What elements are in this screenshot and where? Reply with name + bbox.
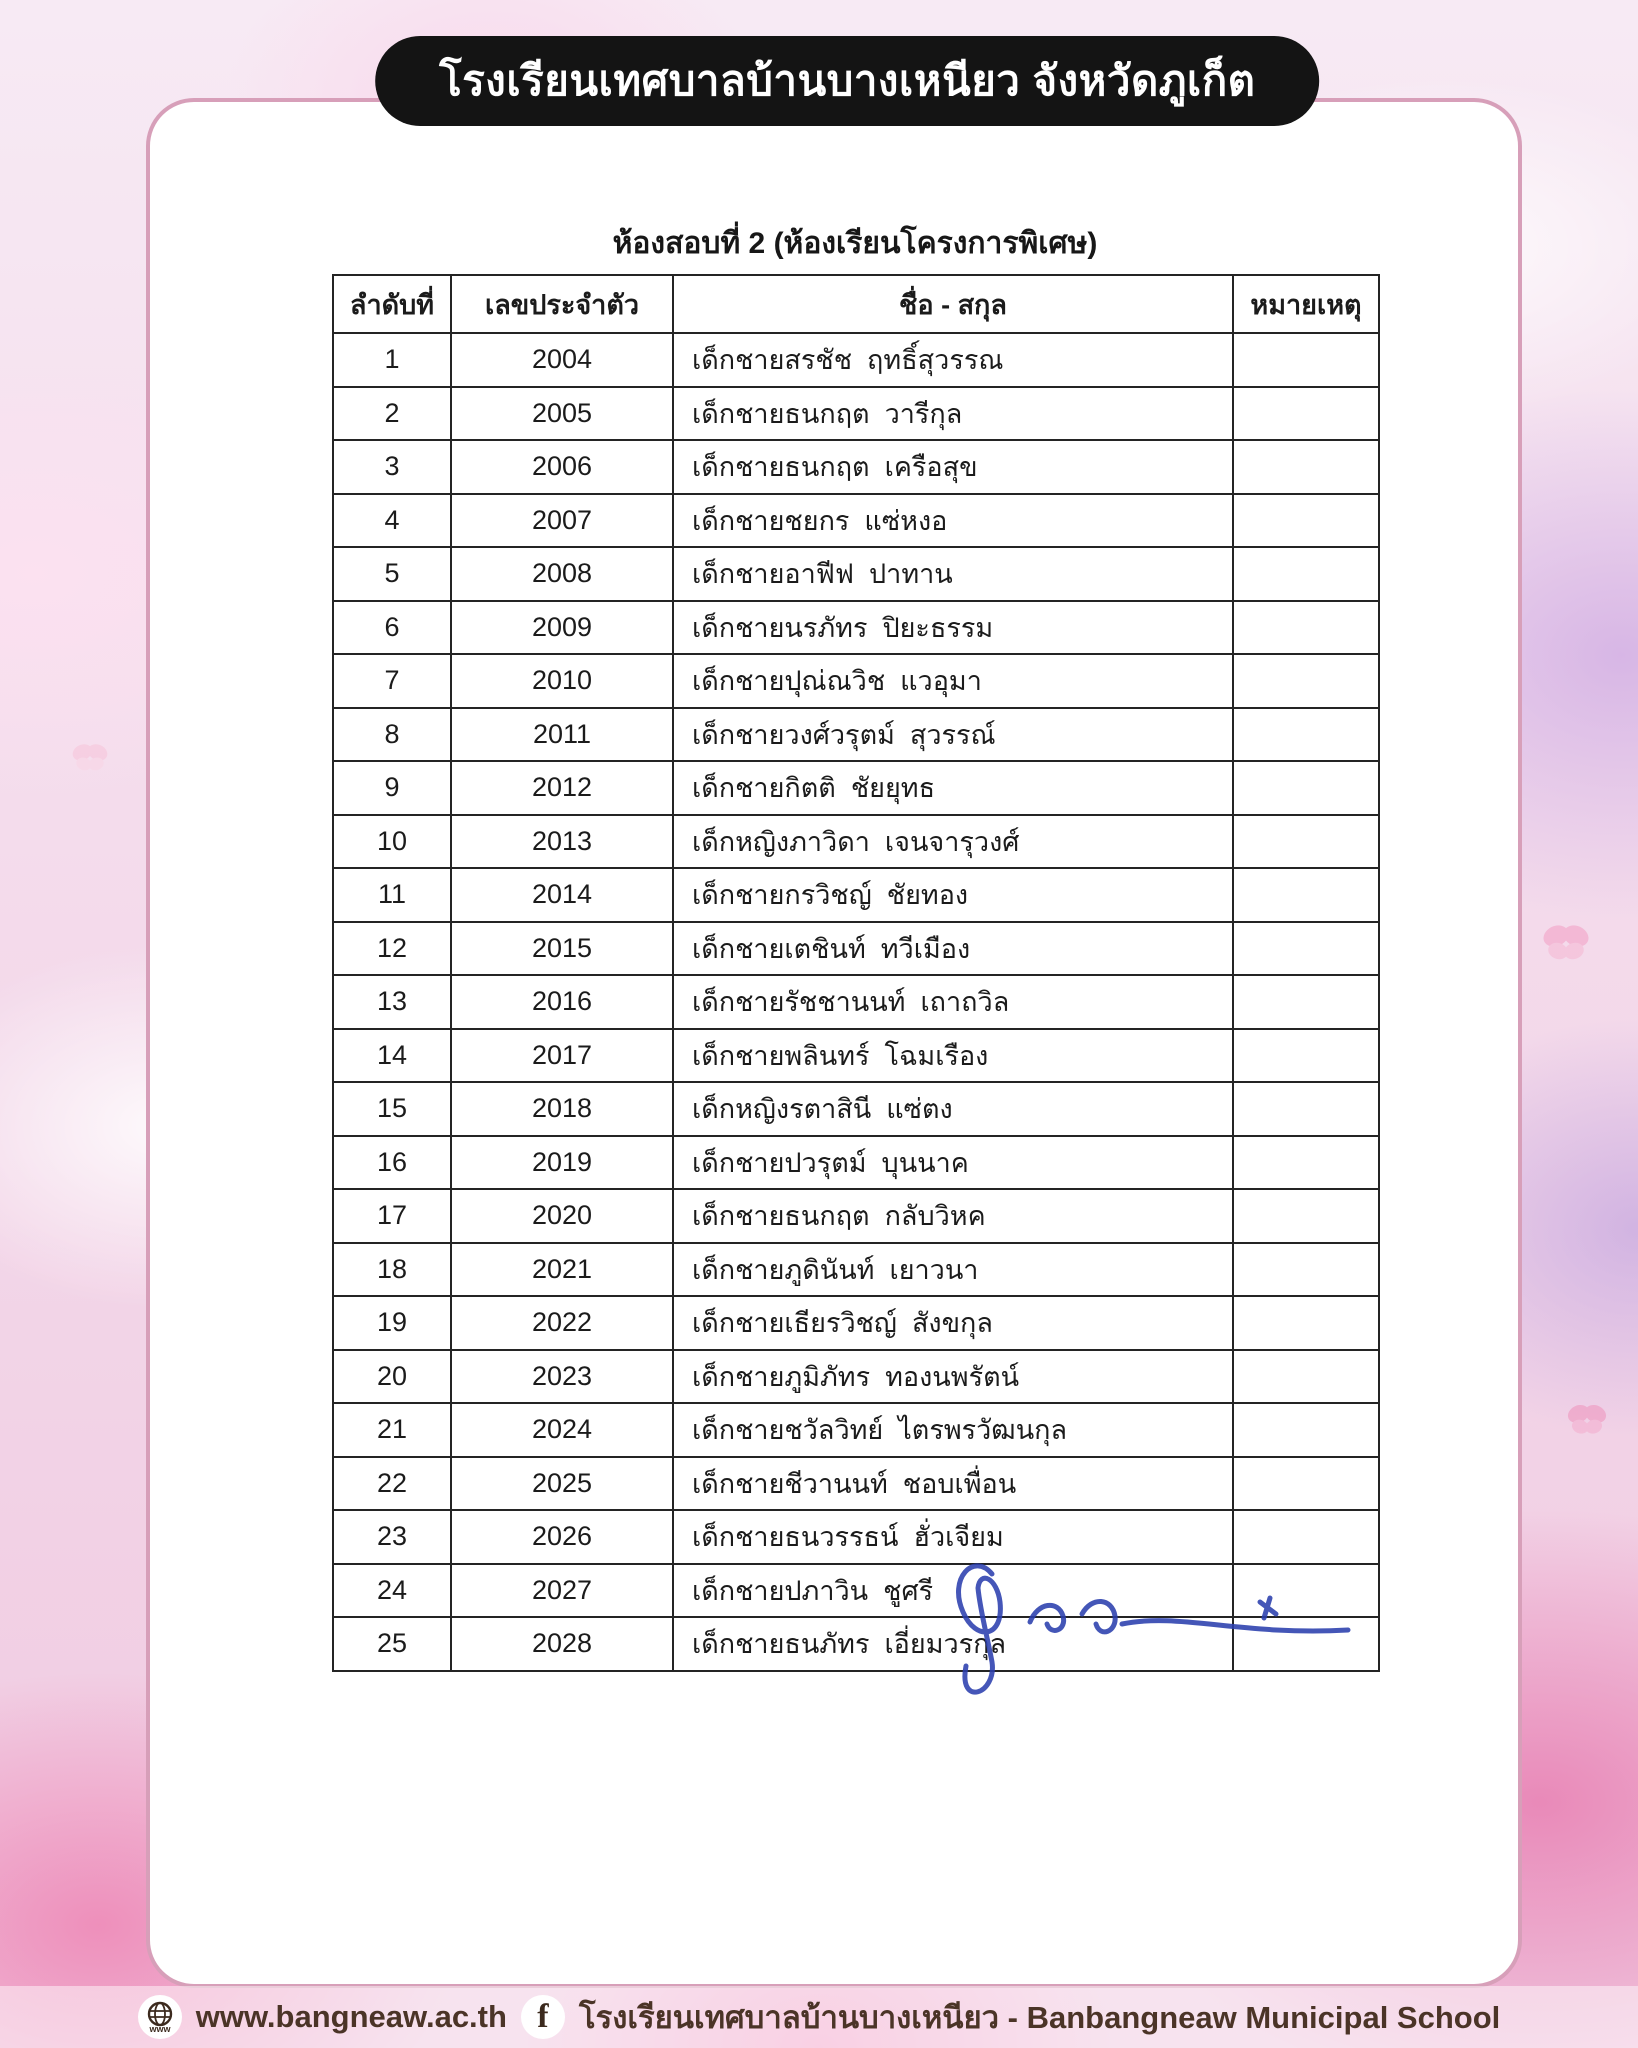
- document-card: [146, 98, 1522, 1988]
- student-name-cell: เด็กชายกิตติ ชัยยุทธ: [673, 761, 1233, 815]
- remark-cell: [1233, 1564, 1379, 1618]
- remark-cell: [1233, 1296, 1379, 1350]
- remark-cell: [1233, 708, 1379, 762]
- table-row: [333, 1403, 1379, 1457]
- table-row: [333, 601, 1379, 655]
- row-number-cell: 22: [333, 1457, 451, 1511]
- student-name-cell: เด็กชายธนกฤต เครือสุข: [673, 440, 1233, 494]
- student-name-cell: เด็กชายปุณ่ณวิช แวอุมา: [673, 654, 1233, 708]
- table-row: [333, 1564, 1379, 1618]
- row-number-cell: 25: [333, 1617, 451, 1671]
- row-number-cell: 15: [333, 1082, 451, 1136]
- remark-cell: [1233, 1136, 1379, 1190]
- student-id-cell: 2004: [451, 333, 673, 387]
- remark-cell: [1233, 387, 1379, 441]
- remark-cell: [1233, 440, 1379, 494]
- remark-cell: [1233, 547, 1379, 601]
- row-number-cell: 10: [333, 815, 451, 869]
- table-row: [333, 1082, 1379, 1136]
- student-id-cell: 2006: [451, 440, 673, 494]
- student-id-cell: 2018: [451, 1082, 673, 1136]
- table-row: [333, 708, 1379, 762]
- svg-text:www: www: [149, 2024, 171, 2034]
- footer-bar: [0, 1986, 1638, 2048]
- row-number-cell: 9: [333, 761, 451, 815]
- student-id-cell: 2014: [451, 868, 673, 922]
- table-row: [333, 333, 1379, 387]
- student-name-cell: เด็กชายเตชินท์ ทวีเมือง: [673, 922, 1233, 976]
- student-name-cell: เด็กชายรัชชานนท์ เถาถวิล: [673, 975, 1233, 1029]
- column-header-student-id: เลขประจำตัว: [451, 275, 673, 333]
- student-id-cell: 2008: [451, 547, 673, 601]
- remark-cell: [1233, 1243, 1379, 1297]
- table-row: [333, 1029, 1379, 1083]
- student-id-cell: 2016: [451, 975, 673, 1029]
- remark-cell: [1233, 1082, 1379, 1136]
- student-id-cell: 2022: [451, 1296, 673, 1350]
- row-number-cell: 14: [333, 1029, 451, 1083]
- student-name-cell: เด็กชายชวัลวิทย์ ไตรพรวัฒนกุล: [673, 1403, 1233, 1457]
- butterfly-decoration-icon: [70, 740, 110, 774]
- butterfly-decoration-icon: [1540, 920, 1592, 964]
- student-id-cell: 2023: [451, 1350, 673, 1404]
- table-row: [333, 387, 1379, 441]
- remark-cell: [1233, 761, 1379, 815]
- remark-cell: [1233, 1029, 1379, 1083]
- student-name-cell: เด็กชายพลินทร์ โฉมเรือง: [673, 1029, 1233, 1083]
- student-id-cell: 2019: [451, 1136, 673, 1190]
- student-name-cell: เด็กชายอาฟีฟ ปาทาน: [673, 547, 1233, 601]
- student-table-body: [333, 333, 1379, 1671]
- remark-cell: [1233, 1350, 1379, 1404]
- student-name-cell: เด็กชายนรภัทร ปิยะธรรม: [673, 601, 1233, 655]
- table-row: [333, 547, 1379, 601]
- row-number-cell: 2: [333, 387, 451, 441]
- remark-cell: [1233, 815, 1379, 869]
- student-id-cell: 2015: [451, 922, 673, 976]
- column-header-order: ลำดับที่: [333, 275, 451, 333]
- student-id-cell: 2024: [451, 1403, 673, 1457]
- row-number-cell: 18: [333, 1243, 451, 1297]
- table-row: [333, 1350, 1379, 1404]
- table-row: [333, 1243, 1379, 1297]
- student-id-cell: 2020: [451, 1189, 673, 1243]
- student-name-cell: เด็กชายเธียรวิชญ์ สังขกุล: [673, 1296, 1233, 1350]
- student-id-cell: 2028: [451, 1617, 673, 1671]
- student-name-cell: เด็กชายปภาวิน ชูศรี: [673, 1564, 1233, 1618]
- student-id-cell: 2011: [451, 708, 673, 762]
- student-name-cell: เด็กชายปวรุตม์ บุนนาค: [673, 1136, 1233, 1190]
- butterfly-decoration-icon: [1565, 1400, 1609, 1438]
- student-name-cell: เด็กชายธนภัทร เอี่ยมวรกุล: [673, 1617, 1233, 1671]
- table-row: [333, 1189, 1379, 1243]
- student-id-cell: 2012: [451, 761, 673, 815]
- row-number-cell: 8: [333, 708, 451, 762]
- student-name-cell: เด็กหญิงภาวิดา เจนจารุวงศ์: [673, 815, 1233, 869]
- row-number-cell: 5: [333, 547, 451, 601]
- row-number-cell: 17: [333, 1189, 451, 1243]
- student-id-cell: 2013: [451, 815, 673, 869]
- student-id-cell: 2017: [451, 1029, 673, 1083]
- student-name-cell: เด็กชายสรชัช ฤทธิ์สุวรรณ: [673, 333, 1233, 387]
- remark-cell: [1233, 333, 1379, 387]
- row-number-cell: 21: [333, 1403, 451, 1457]
- table-row: [333, 494, 1379, 548]
- remark-cell: [1233, 1510, 1379, 1564]
- table-row: [333, 1296, 1379, 1350]
- student-name-cell: เด็กชายกรวิชญ์ ชัยทอง: [673, 868, 1233, 922]
- row-number-cell: 6: [333, 601, 451, 655]
- student-name-cell: เด็กชายภูมิภัทร ทองนพรัตน์: [673, 1350, 1233, 1404]
- table-row: [333, 815, 1379, 869]
- student-name-cell: เด็กชายธนกฤต กลับวิหค: [673, 1189, 1233, 1243]
- row-number-cell: 1: [333, 333, 451, 387]
- row-number-cell: 11: [333, 868, 451, 922]
- website-url: www.bangneaw.ac.th: [195, 1999, 507, 2034]
- row-number-cell: 3: [333, 440, 451, 494]
- student-id-cell: 2027: [451, 1564, 673, 1618]
- table-row: [333, 761, 1379, 815]
- student-name-cell: เด็กชายวงศ์วรุตม์ สุวรรณ์: [673, 708, 1233, 762]
- row-number-cell: 16: [333, 1136, 451, 1190]
- row-number-cell: 12: [333, 922, 451, 976]
- row-number-cell: 24: [333, 1564, 451, 1618]
- row-number-cell: 4: [333, 494, 451, 548]
- student-id-cell: 2009: [451, 601, 673, 655]
- student-name-cell: เด็กชายภูดินันท์ เยาวนา: [673, 1243, 1233, 1297]
- row-number-cell: 20: [333, 1350, 451, 1404]
- table-row: [333, 440, 1379, 494]
- student-name-cell: เด็กชายธนกฤต วารีกุล: [673, 387, 1233, 441]
- remark-cell: [1233, 922, 1379, 976]
- remark-cell: [1233, 654, 1379, 708]
- student-name-cell: เด็กชายธนวรรธน์ ฮั่วเจียม: [673, 1510, 1233, 1564]
- school-name-banner: โรงเรียนเทศบาลบ้านบางเหนียว จังหวัดภูเก็ต: [375, 36, 1319, 126]
- column-header-name: ชื่อ - สกุล: [673, 275, 1233, 333]
- remark-cell: [1233, 601, 1379, 655]
- facebook-page-name: โรงเรียนเทศบาลบ้านบางเหนียว - Banbangneaw Municipal School: [578, 2000, 1501, 2035]
- remark-cell: [1233, 1189, 1379, 1243]
- student-id-cell: 2005: [451, 387, 673, 441]
- student-id-cell: 2007: [451, 494, 673, 548]
- row-number-cell: 7: [333, 654, 451, 708]
- student-id-cell: 2021: [451, 1243, 673, 1297]
- row-number-cell: 19: [333, 1296, 451, 1350]
- student-name-cell: เด็กชายชยกร แซ่หงอ: [673, 494, 1233, 548]
- facebook-icon: f: [521, 1995, 565, 2039]
- student-roster-table: [332, 274, 1380, 1672]
- remark-cell: [1233, 1457, 1379, 1511]
- row-number-cell: 23: [333, 1510, 451, 1564]
- table-header-row: [333, 275, 1379, 333]
- student-name-cell: เด็กหญิงรตาสินี แซ่ตง: [673, 1082, 1233, 1136]
- student-id-cell: 2025: [451, 1457, 673, 1511]
- remark-cell: [1233, 868, 1379, 922]
- table-row: [333, 1136, 1379, 1190]
- table-row: [333, 922, 1379, 976]
- remark-cell: [1233, 1617, 1379, 1671]
- remark-cell: [1233, 1403, 1379, 1457]
- exam-room-title: ห้องสอบที่ 2 (ห้องเรียนโครงการพิเศษ): [612, 227, 1098, 260]
- student-id-cell: 2010: [451, 654, 673, 708]
- table-row: [333, 1617, 1379, 1671]
- remark-cell: [1233, 494, 1379, 548]
- table-row: [333, 654, 1379, 708]
- table-row: [333, 1457, 1379, 1511]
- table-row: [333, 868, 1379, 922]
- table-row: [333, 975, 1379, 1029]
- row-number-cell: 13: [333, 975, 451, 1029]
- remark-cell: [1233, 975, 1379, 1029]
- table-row: [333, 1510, 1379, 1564]
- student-id-cell: 2026: [451, 1510, 673, 1564]
- student-name-cell: เด็กชายชีวานนท์ ชอบเพื่อน: [673, 1457, 1233, 1511]
- globe-www-icon: [138, 1995, 182, 2039]
- column-header-remark: หมายเหตุ: [1233, 275, 1379, 333]
